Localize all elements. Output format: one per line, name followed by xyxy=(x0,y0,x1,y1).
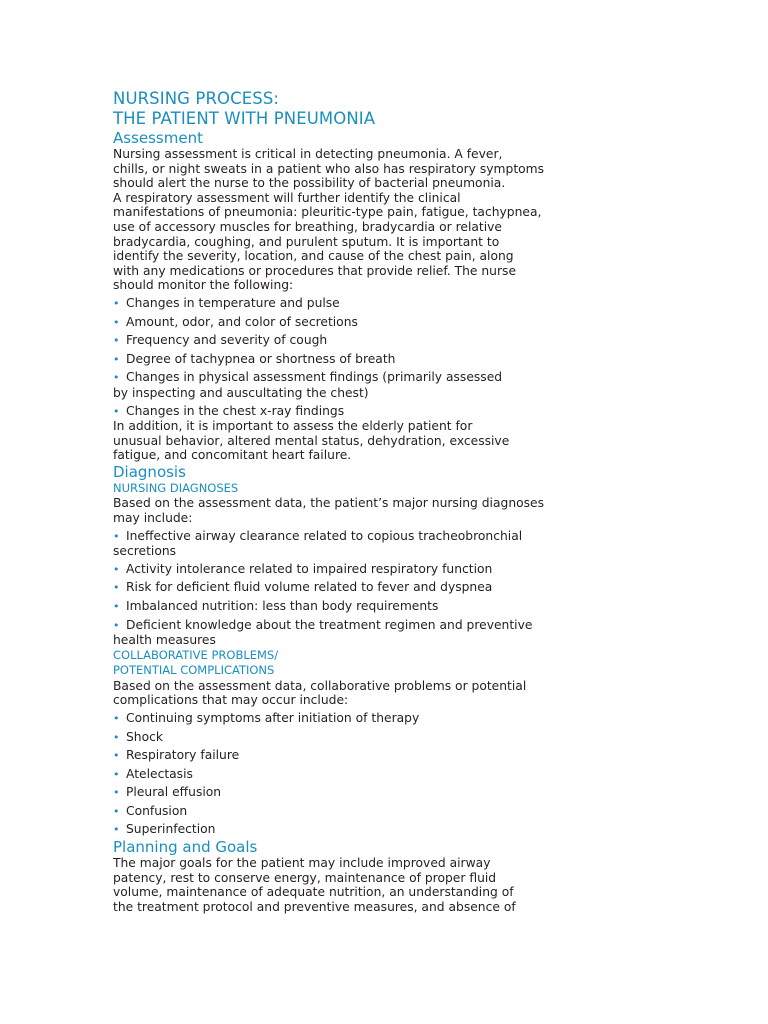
list-item: • Continuing symptoms after initiation of therapy xyxy=(113,710,420,725)
bullet-icon: • xyxy=(113,581,120,595)
bullet-icon: • xyxy=(113,529,120,543)
list-item: • Deficient knowledge about the treatment regimen and preventive health measures xyxy=(113,617,533,648)
list-item: • Changes in physical assessment findings (primarily assessed by inspecting and auscultating the chest) xyxy=(113,370,503,400)
complications-list xyxy=(113,711,573,838)
bullet-icon: • xyxy=(113,315,120,329)
bullet-icon: • xyxy=(113,749,120,763)
list-item: • Frequency and severity of cough xyxy=(113,333,328,348)
list-item: • Imbalanced nutrition: less than body requirements xyxy=(113,598,439,613)
collaborative-problems-subheading: COLLABORATIVE PROBLEMS/ POTENTIAL COMPLICATIONS xyxy=(113,647,279,678)
assessment-heading: Assessment xyxy=(113,129,203,147)
bullet-icon: • xyxy=(113,404,120,418)
bullet-icon: • xyxy=(113,804,120,818)
diagnosis-paragraph-2: Based on the assessment data, collaborative problems or potential complications that may occur include: xyxy=(113,678,527,708)
monitor-list xyxy=(113,296,573,419)
list-item: • Pleural effusion xyxy=(113,785,222,800)
list-item: • Amount, odor, and color of secretions xyxy=(113,314,358,329)
planning-heading: Planning and Goals xyxy=(113,838,258,857)
list-item: • Activity intolerance related to impaired respiratory function xyxy=(113,561,493,576)
bullet-icon: • xyxy=(113,296,120,310)
bullet-icon: • xyxy=(113,562,120,576)
list-item: • Changes in the chest x-ray findings xyxy=(113,403,345,418)
list-item: • Confusion xyxy=(113,803,188,818)
bullet-icon: • xyxy=(113,618,120,632)
document-title xyxy=(113,89,573,129)
bullet-icon: • xyxy=(113,730,120,744)
bullet-icon: • xyxy=(113,352,120,366)
diagnosis-heading: Diagnosis xyxy=(113,462,186,481)
diagnoses-list xyxy=(113,529,573,648)
diagnosis-paragraph-1: Based on the assessment data, the patient’s major nursing diagnoses may include: xyxy=(113,496,545,525)
bullet-icon: • xyxy=(113,823,120,837)
list-item: • Atelectasis xyxy=(113,766,193,781)
bullet-icon: • xyxy=(113,767,120,781)
list-item: • Degree of tachypnea or shortness of breath xyxy=(113,351,396,366)
nursing-diagnoses-subheading: NURSING DIAGNOSES xyxy=(113,480,239,495)
bullet-icon: • xyxy=(113,371,120,385)
title-line: THE PATIENT WITH PNEUMONIA xyxy=(113,109,376,128)
list-item: • Ineffective airway clearance related to copious tracheobronchial secretions xyxy=(113,528,523,559)
list-item: • Respiratory failure xyxy=(113,748,240,763)
bullet-icon: • xyxy=(113,334,120,348)
bullet-icon: • xyxy=(113,711,120,725)
assessment-paragraph-3: In addition, it is important to assess the elderly patient for unusual behavior, altered mental status, dehydration, excessive fatigue, and concomitant heart failure. xyxy=(113,419,510,463)
list-item: • Superinfection xyxy=(113,822,216,837)
assessment-paragraph-1: Nursing assessment is critical in detecting pneumonia. A fever, chills, or night sweats in a patient who also has respiratory symptoms should alert the nurse to the possibility of bacterial pneumonia. xyxy=(113,147,545,191)
assessment-paragraph-2: A respiratory assessment will further identify the clinical manifestations of pneumonia: pleuritic-type pain, fatigue, tachypnea, use of accessory muscles for breathing, bradycardia or relative bradycardia, coughing, and purulent sputum. It is important to identify the severity, location, and cause of the chest pain, along with any medications or procedures that provide relief. The nurse should monitor the following: xyxy=(113,190,542,293)
list-item: • Shock xyxy=(113,729,164,744)
planning-paragraph-1: The major goals for the patient may include improved airway patency, rest to conserve energy, maintenance of proper fluid volume, maintenance of adequate nutrition, an understanding of the treatment protocol and preventive measures, and absence of xyxy=(113,856,516,914)
bullet-icon: • xyxy=(113,786,120,800)
document-page xyxy=(113,89,573,914)
list-item: • Risk for deficient fluid volume related to fever and dyspnea xyxy=(113,580,493,595)
title-line: NURSING PROCESS: xyxy=(113,89,280,108)
list-item: • Changes in temperature and pulse xyxy=(113,295,340,310)
bullet-icon: • xyxy=(113,599,120,613)
